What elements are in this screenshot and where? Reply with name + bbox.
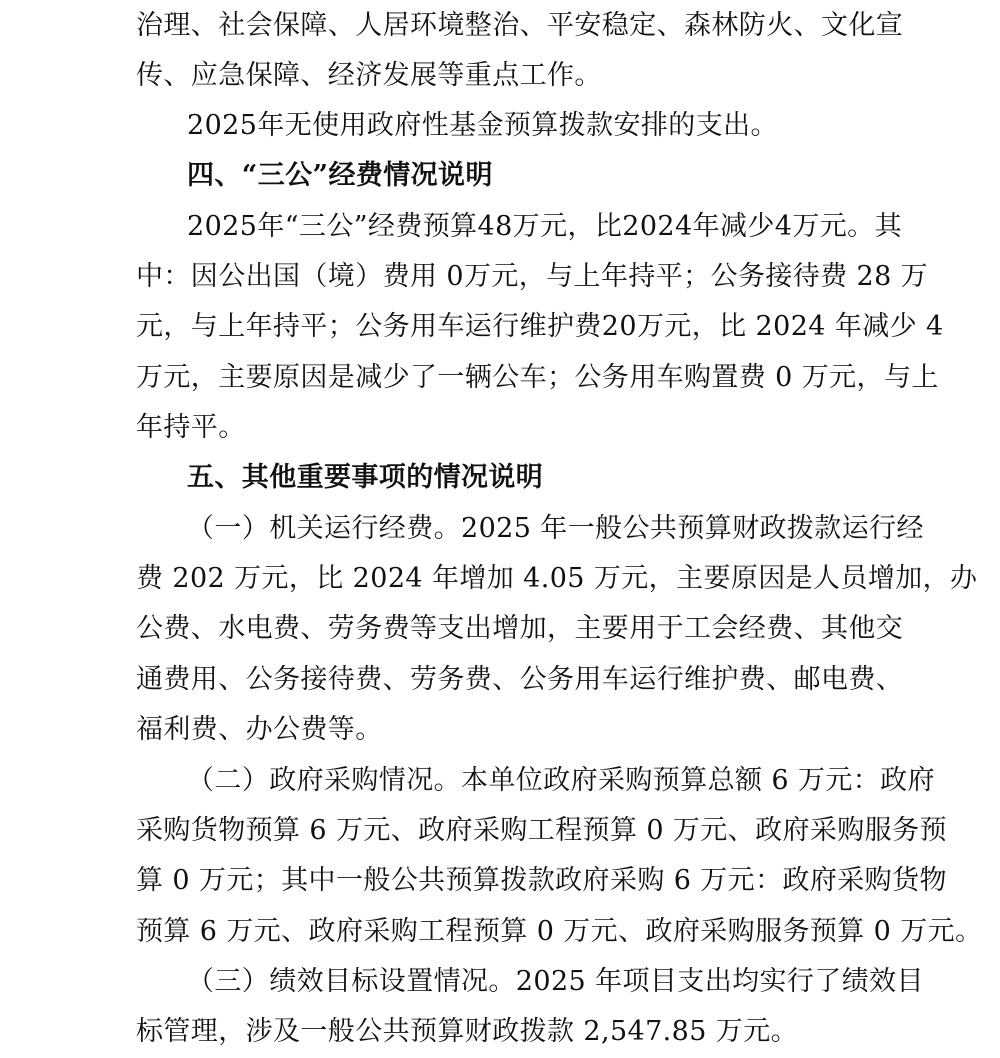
- paragraph-line: （三）绩效目标设置情况。2025 年项目支出均实行了绩效目: [187, 966, 924, 997]
- paragraph-line: 公费、水电费、劳务费等支出增加，主要用于工会经费、其他交: [136, 613, 904, 644]
- paragraph-line: 算 0 万元；其中一般公共预算拨款政府采购 6 万元：政府采购货物: [136, 865, 947, 896]
- paragraph-line: 治理、社会保障、人居环境整治、平安稳定、森林防火、文化宣: [136, 10, 904, 41]
- paragraph-line: （一）机关运行经费。2025 年一般公共预算财政拨款运行经: [187, 513, 924, 544]
- paragraph-line: 2025年“三公”经费预算48万元，比2024年减少4万元。其: [187, 211, 902, 242]
- paragraph-line: 采购货物预算 6 万元、政府采购工程预算 0 万元、政府采购服务预: [136, 815, 947, 846]
- section-heading: 五、其他重要事项的情况说明: [187, 462, 544, 493]
- paragraph-line: 通费用、公务接待费、劳务费、公务用车运行维护费、邮电费、: [136, 664, 904, 695]
- paragraph-line: 费 202 万元，比 2024 年增加 4.05 万元，主要原因是人员增加，办: [136, 563, 978, 594]
- paragraph-line: 万元，主要原因是减少了一辆公车；公务用车购置费 0 万元，与上: [136, 362, 939, 393]
- paragraph-line: 元，与上年持平；公务用车运行维护费20万元，比 2024 年减少 4: [136, 311, 944, 342]
- paragraph-line: （二）政府采购情况。本单位政府采购预算总额 6 万元：政府: [187, 765, 935, 796]
- section-heading: 四、“三公”经费情况说明: [187, 160, 493, 191]
- paragraph-line: 传、应急保障、经济发展等重点工作。: [136, 60, 602, 91]
- paragraph-line: 福利费、办公费等。: [136, 714, 383, 745]
- paragraph-line: 年持平。: [136, 412, 246, 443]
- paragraph-line: 标管理，涉及一般公共预算财政拨款 2,547.85 万元。: [136, 1016, 798, 1047]
- paragraph-line: 预算 6 万元、政府采购工程预算 0 万元、政府采购服务预算 0 万元。: [136, 916, 983, 947]
- paragraph-line: 中：因公出国（境）费用 0万元，与上年持平；公务接待费 28 万: [136, 261, 929, 292]
- paragraph-line: 2025年无使用政府性基金预算拨款安排的支出。: [187, 110, 778, 141]
